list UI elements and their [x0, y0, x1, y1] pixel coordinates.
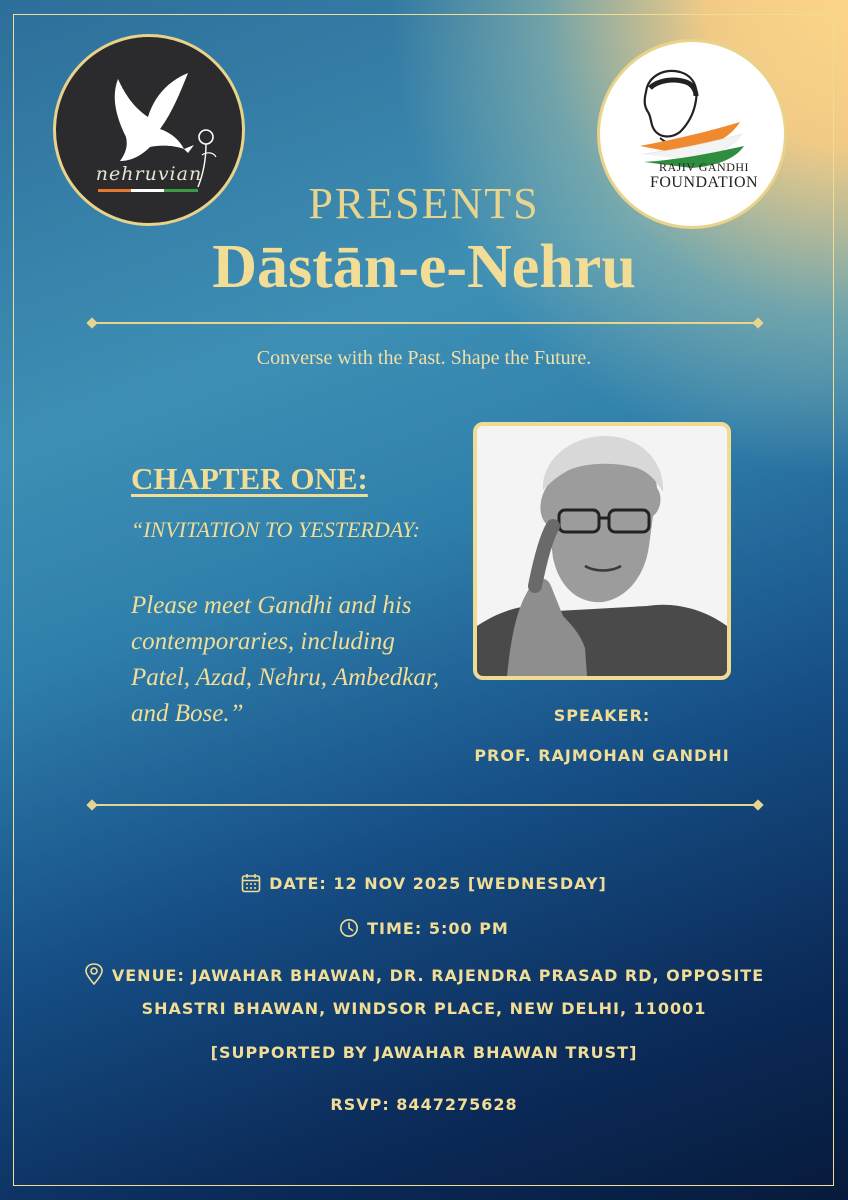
bottom-divider	[88, 800, 762, 810]
calendar-icon	[241, 873, 261, 893]
support-note: [SUPPORTED BY JAWAHAR BHAWAN TRUST]	[210, 1043, 638, 1062]
chapter-quote-title: “INVITATION TO YESTERDAY:	[131, 517, 421, 542]
rsvp: RSVP: 8447275628	[330, 1095, 518, 1114]
speaker-name: PROF. RAJMOHAN GANDHI	[474, 746, 730, 765]
clock-icon	[339, 918, 359, 938]
event-date: DATE: 12 NOV 2025 [WEDNESDAY]	[269, 874, 607, 893]
speaker-photo	[473, 422, 731, 680]
foundation-name-line1: RAJIV GANDHI	[658, 160, 750, 174]
tagline: Converse with the Past. Shape the Future.	[256, 347, 592, 369]
event-venue-row	[0, 963, 848, 985]
event-title: Dāstān-e-Nehru	[212, 233, 636, 301]
chapter-quote-body: Please meet Gandhi and his contemporaries, including Patel, Azad, Nehru, Ambedkar, and Bose.”	[131, 592, 440, 727]
event-time: TIME: 5:00 PM	[367, 919, 509, 938]
event-venue-line2: SHASTRI BHAWAN, WINDSOR PLACE, NEW DELHI, 110001	[141, 999, 707, 1018]
presents-heading: PRESENTS	[308, 179, 540, 228]
speaker-portrait-icon	[477, 426, 727, 676]
foundation-name-line2: FOUNDATION	[649, 174, 759, 191]
speaker-label: SPEAKER:	[553, 706, 651, 725]
event-date-row	[0, 873, 848, 893]
chapter-heading: CHAPTER ONE:	[131, 461, 368, 496]
location-pin-icon	[84, 963, 104, 985]
event-venue-line1: VENUE: JAWAHAR BHAWAN, DR. RAJENDRA PRASAD RD, OPPOSITE	[111, 966, 765, 985]
event-time-row	[0, 918, 848, 938]
nehruvian-wordmark: nehruvian	[95, 163, 203, 185]
top-divider	[88, 318, 762, 328]
